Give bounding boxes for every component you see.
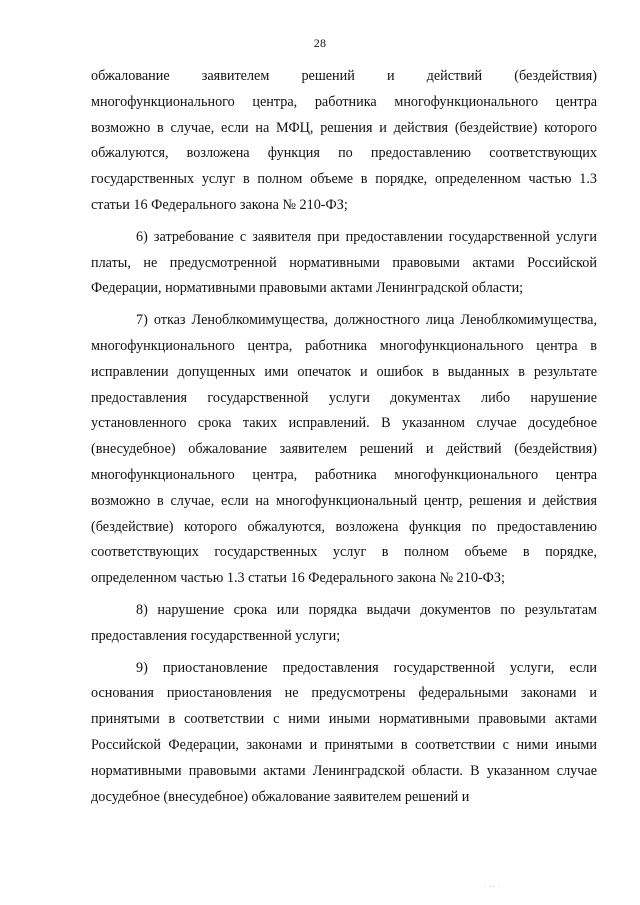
paragraph-item-9: 9) приостановление предоставления государственной услуги, если основания приостановления не предусмотрены федеральными законами и принятыми в соответствии с ними иными нормативными правовыми актами Российской Федерации, законами и принятыми в соответствии с ними иными нормативными правовыми актами Ленинградской области. В указанном случае досудебное (внесудебное) обжалование заявителем решений и xyxy=(91,659,597,805)
paragraph-item-6: 6) затребование с заявителя при предоставлении государственной услуги платы, не предусмотренной нормативными правовыми актами Российской Федерации, нормативными правовыми актами Ленинградской области; xyxy=(91,228,597,297)
page-number: 28 xyxy=(313,36,327,50)
paragraph-item-7: 7) отказ Леноблкомимущества, должностного лица Леноблкомимущества, многофункционального центра, работника многофункционального центра в исправлении допущенных ими опечаток и ошибок в выданных в результате предоставления государственной услуги документах либо нарушение установленного срока таких исправлений. В указанном случае досудебное (внесудебное) обжалование заявителем решений и действий (бездействия) многофункционального центра, работника многофункционального центра возможно в случае, если на многофункциональный центр, решения и действия (бездействие) которого обжалуются, возложена функция по предоставлению соответствующих государственных услуг в полном объеме в порядке, определенном частью 1.3 статьи 16 Федерального закона № 210-ФЗ; xyxy=(91,312,597,587)
document-body xyxy=(91,64,597,810)
scan-artifact: · ·· · xyxy=(484,884,501,890)
paragraph-continuation: обжалование заявителем решений и действий (бездействия) многофункционального центра, работника многофункционального центра возможно в случае, если на МФЦ, решения и действия (бездействие) которого обжалуются, возложена функция по предоставлению соответствующих государственных услуг в полном объеме в порядке, определенном частью 1.3 статьи 16 Федерального закона № 210-ФЗ; xyxy=(91,68,597,213)
paragraph-item-8: 8) нарушение срока или порядка выдачи документов по результатам предоставления государственной услуги; xyxy=(91,601,597,644)
